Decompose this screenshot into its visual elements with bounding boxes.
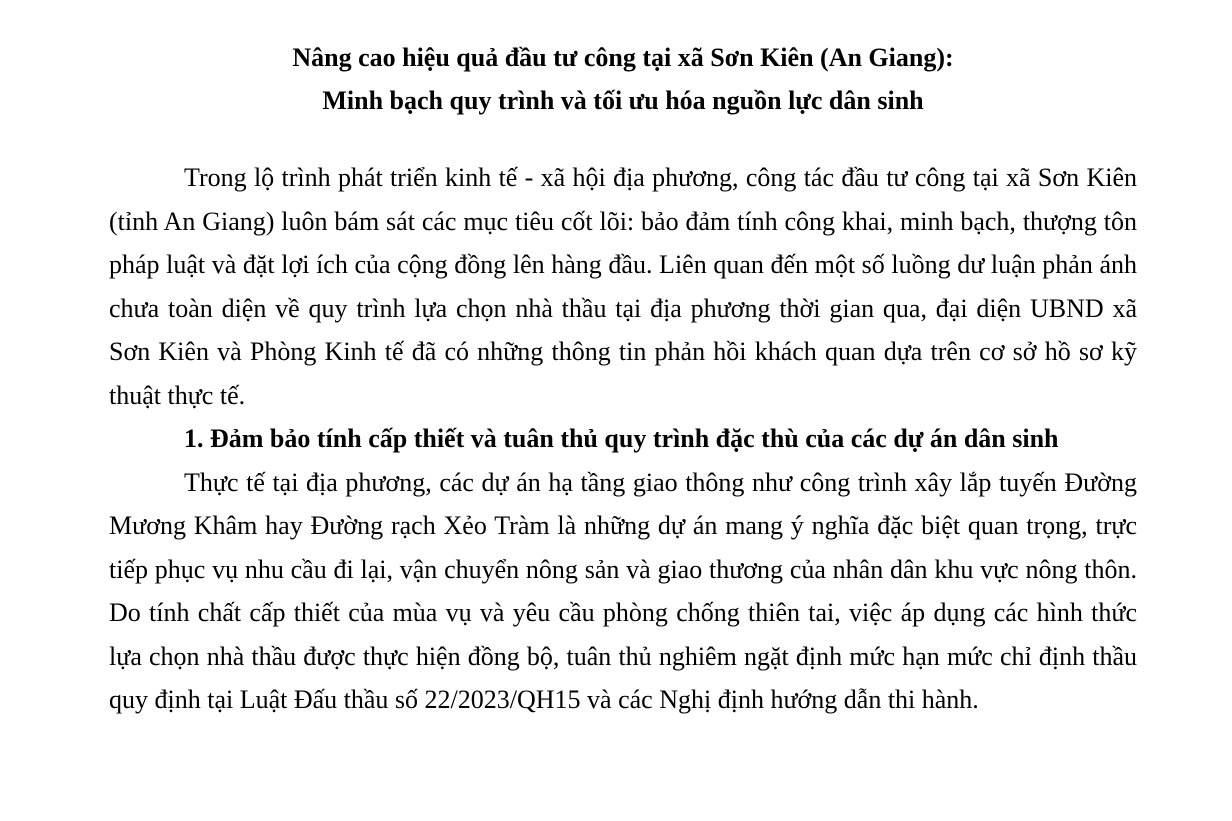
document-title-line-1: Nâng cao hiệu quả đầu tư công tại xã Sơn Kiên (An Giang):	[292, 43, 954, 72]
section-1-heading: 1. Đảm bảo tính cấp thiết và tuân thủ quy trình đặc thù của các dự án dân sinh	[184, 424, 1059, 453]
document-title-line-2: Minh bạch quy trình và tối ưu hóa nguồn lực dân sinh	[322, 86, 924, 115]
intro-paragraph: Trong lộ trình phát triển kinh tế - xã hội địa phương, công tác đầu tư công tại xã Sơn Kiên (tỉnh An Giang) luôn bám sát các mục tiêu cốt lõi: bảo đảm tính công khai, minh bạch, thượng tôn pháp luật và đặt lợi ích của cộng đồng lên hàng đầu. Liên quan đến một số luồng dư luận phản ánh chưa toàn diện về quy trình lựa chọn nhà thầu tại địa phương thời gian qua, đại diện UBND xã Sơn Kiên và Phòng Kinh tế đã có những thông tin phản hồi khách quan dựa trên cơ sở hồ sơ kỹ thuật thực tế.	[109, 163, 1137, 410]
section-1-paragraph: Thực tế tại địa phương, các dự án hạ tầng giao thông như công trình xây lắp tuyến Đường Mương Khâm hay Đường rạch Xẻo Tràm là những dự án mang ý nghĩa đặc biệt quan trọng, trực tiếp phục vụ nhu cầu đi lại, vận chuyển nông sản và giao thương của nhân dân khu vực nông thôn. Do tính chất cấp thiết của mùa vụ và yêu cầu phòng chống thiên tai, việc áp dụng các hình thức lựa chọn nhà thầu được thực hiện đồng bộ, tuân thủ nghiêm ngặt định mức hạn mức chỉ định thầu quy định tại Luật Đấu thầu số 22/2023/QH15 và các Nghị định hướng dẫn thi hành.	[109, 467, 1137, 714]
title-spacer	[109, 122, 1137, 156]
document-page	[109, 36, 1137, 722]
